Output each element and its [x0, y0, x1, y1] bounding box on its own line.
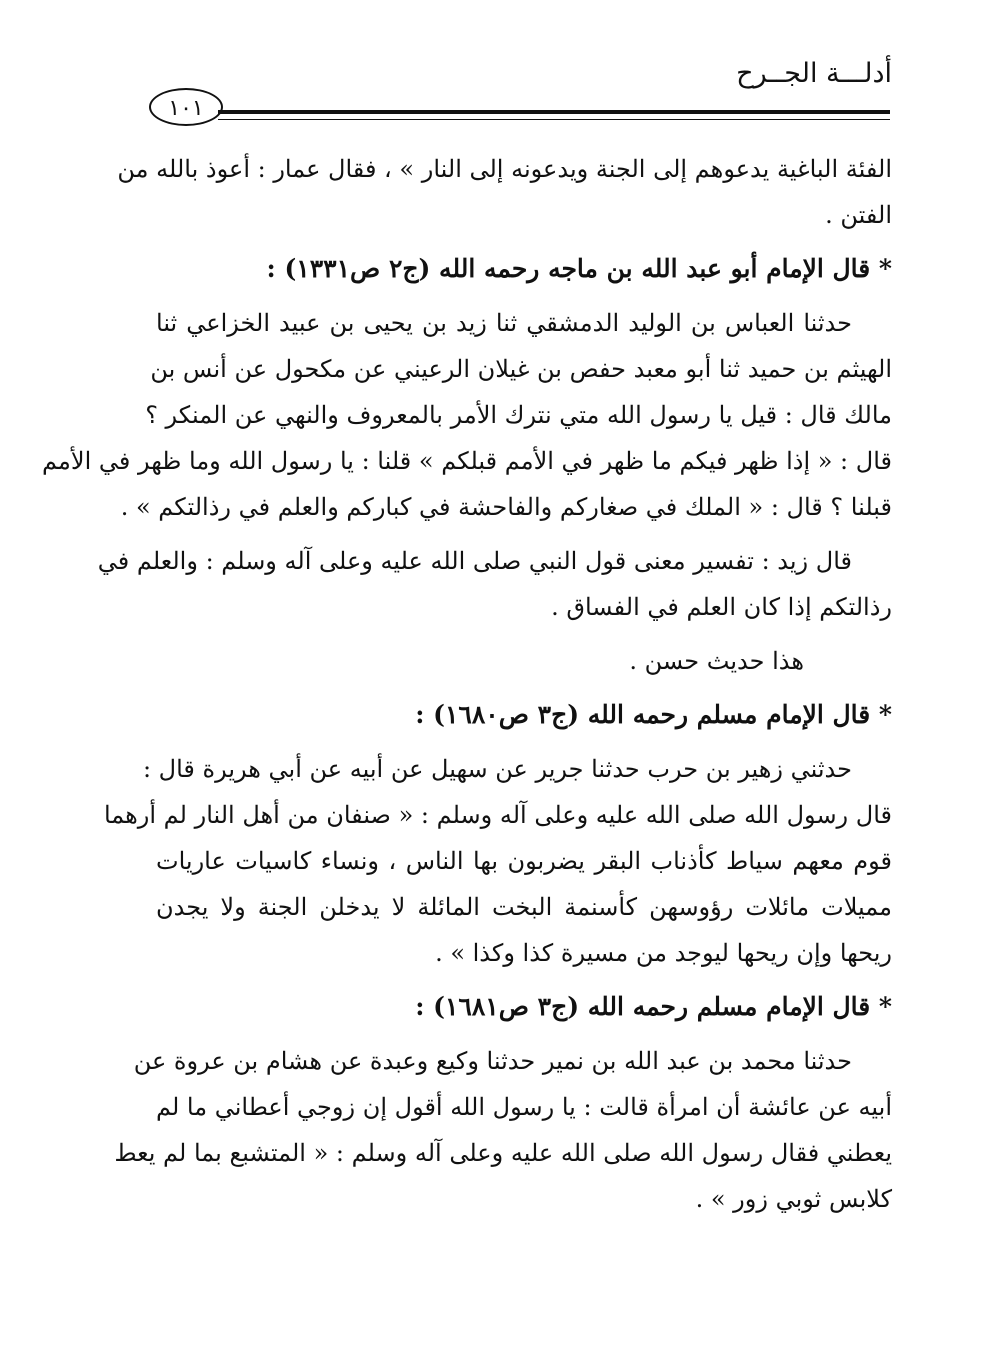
header-rule-thick — [218, 110, 890, 114]
text-line: ريحها وإن ريحها ليوجد من مسيرة كذا وكذا » . — [435, 939, 892, 967]
text-line: مميلات مائلات رؤوسهن كأسنمة البخت المائلة لا يدخلن الجنة ولا يجدن — [156, 893, 892, 921]
section-heading: * قال الإمام مسلم رحمه الله (ج٣ ص١٦٨٠) : — [415, 700, 892, 729]
text-line: رذالتكم إذا كان العلم في الفساق . — [551, 593, 892, 621]
text-line: هذا حديث حسن . — [629, 647, 804, 675]
text-line: قال زيد : تفسير معنى قول النبي صلى الله عليه وعلى آله وسلم : والعلم في — [97, 547, 852, 575]
text-line: قال : « إذا ظهر فيكم ما ظهر في الأمم قبلكم » قلنا : يا رسول الله وما ظهر في الأمم — [42, 447, 892, 475]
text-line: قبلنا ؟ قال : « الملك في صغاركم والفاحشة في كباركم والعلم في رذالتكم » . — [120, 493, 892, 521]
text-line: مالك قال : قيل يا رسول الله متي نترك الأمر بالمعروف والنهي عن المنكر ؟ — [145, 401, 892, 429]
text-line: يعطني فقال رسول الله صلى الله عليه وعلى آله وسلم : « المتشبع بما لم يعط — [114, 1139, 892, 1167]
running-title: أدلـــة الجــرح — [736, 58, 892, 89]
text-line: حدثنا العباس بن الوليد الدمشقي ثنا زيد بن يحيى بن عبيد الخزاعي ثنا — [156, 309, 852, 337]
text-line: الهيثم بن حميد ثنا أبو معبد حفص بن غيلان الرعيني عن مكحول عن أنس بن — [150, 355, 892, 383]
header-rule-thin — [218, 119, 890, 120]
text-line: الفئة الباغية يدعوهم إلى الجنة ويدعونه إلى النار » ، فقال عمار : أعوذ بالله من — [117, 155, 892, 183]
section-heading: * قال الإمام مسلم رحمه الله (ج٣ ص١٦٨١) : — [415, 992, 892, 1021]
text-line: الفتن . — [825, 201, 892, 229]
text-line: حدثنا محمد بن عبد الله بن نمير حدثنا وكيع وعبدة عن هشام بن عروة عن — [133, 1047, 852, 1075]
text-line: كلابس ثوبي زور » . — [695, 1185, 892, 1213]
text-line: حدثني زهير بن حرب حدثنا جرير عن سهيل عن أبيه عن أبي هريرة قال : — [142, 755, 852, 783]
text-line: أبيه عن عائشة أن امرأة قالت : يا رسول الله أقول إن زوجي أعطاني ما لم — [156, 1093, 892, 1121]
section-heading: * قال الإمام أبو عبد الله بن ماجه رحمه الله (ج٢ ص١٣٣١) : — [266, 254, 892, 283]
text-line: قال رسول الله صلى الله عليه وعلى آله وسلم : « صنفان من أهل النار لم أرهما — [103, 801, 892, 829]
text-line: قوم معهم سياط كأذناب البقر يضربون بها الناس ، ونساء كاسيات عاريات — [156, 847, 892, 875]
page-number: ١٠١ — [149, 88, 223, 126]
body-text — [42, 146, 892, 1222]
